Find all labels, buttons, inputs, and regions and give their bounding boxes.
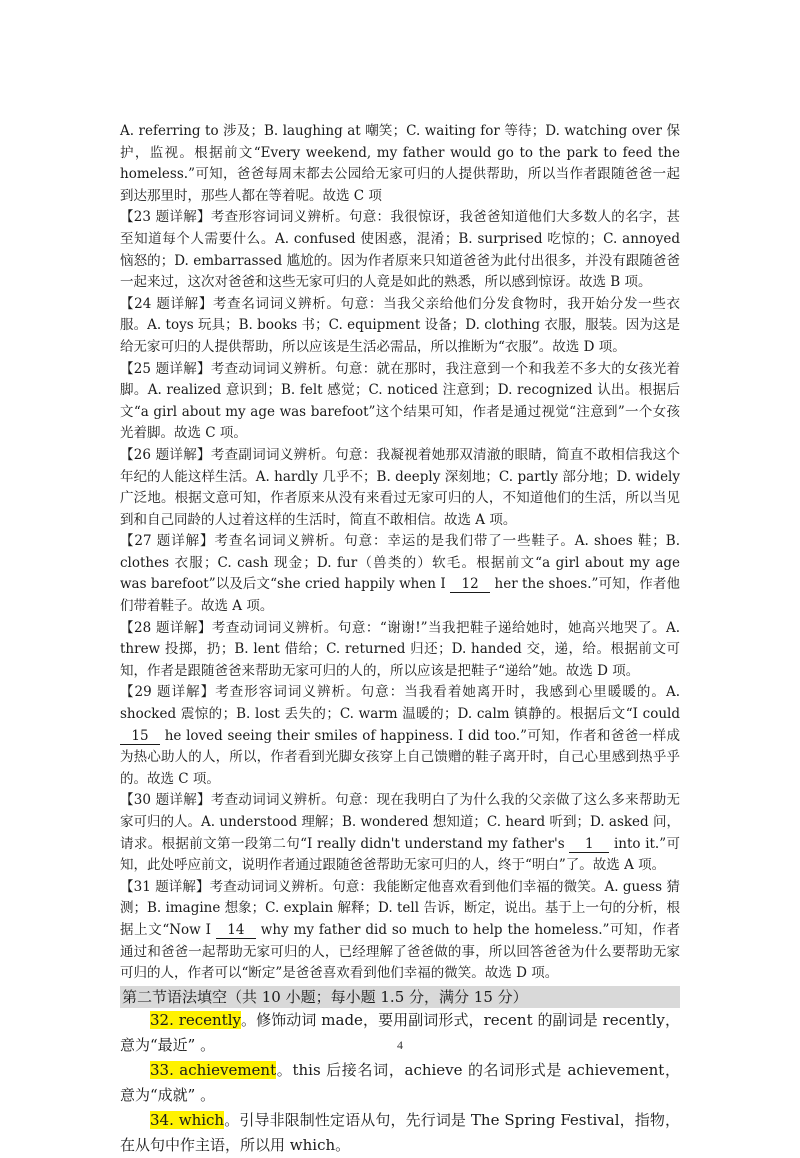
grammar-explanation: 。引导非限制性定语从句，先行词是 The Spring Festival，指物，在从句中作主语，所以用 which。 [120,1110,680,1154]
paragraph-24 [120,294,680,359]
paragraph-22 [120,121,680,207]
paragraph-27 [120,531,680,617]
answer-blank: 12 [450,576,490,593]
paragraph-31 [120,877,680,985]
grammar-item [120,1058,680,1108]
paragraph-text: he loved seeing their smiles of happiness. I did too.”可知，作者和爸爸一样成为热心助人的人，所以，作者看到光脚女孩穿上自己馈赠的鞋子离开时，自己心里感到热乎乎的。故选 C 项。 [120,727,680,787]
grammar-explanation: 。this 后接名词，achieve 的名词形式是 achievement，意为“成就” 。 [120,1060,680,1104]
answer-blank: 14 [216,922,256,939]
grammar-item [120,1108,680,1158]
paragraph-text: A. referring to 涉及；B. laughing at 嘲笑；C. waiting for 等待；D. watching over 保护，监视。根据前文“Every weekend, my father would go to the park to feed the homeless.”可知，爸爸每周末都去公园给无家可归的人提供帮助，所以当作者跟随爸爸一起到达那里时，那些人都在等着呢。故选 C 项 [120,123,680,204]
highlighted-answer: 32. recently [150,1010,241,1029]
page-number: 4 [397,1038,403,1052]
paragraph-30 [120,790,680,876]
grammar-answers [120,1008,680,1158]
section-heading: 第二节语法填空（共 10 小题；每小题 1.5 分，满分 15 分） [120,986,680,1008]
paragraph-text: 【30 题详解】考查动词词义辨析。句意：现在我明白了为什么我的父亲做了这么多来帮助无家可归的人。A. understood 理解；B. wondered 想知道；C. heard 听到；D. asked 问，请求。根据前文第一段第二句“I really didn't understand my father's [120,792,680,852]
highlighted-answer: 34. which [150,1110,225,1129]
answer-blank: 1 [569,836,609,853]
highlighted-answer: 33. achievement [150,1060,277,1079]
paragraph-text: 【25 题详解】考查动词词义辨析。句意：就在那时，我注意到一个和我差不多大的女孩光着脚。A. realized 意识到；B. felt 感觉；C. noticed 注意到；D. recognized 认出。根据后文“a girl about my age was barefoot”这个结果可知，作者是通过视觉“注意到”一个女孩光着脚。故选 C 项。 [120,360,680,442]
paragraph-text: why my father did so much to help the homeless.”可知，作者通过和爸爸一起帮助无家可归的人，已经理解了爸爸做的事，所以回答爸爸为什么要帮助无家可归的人，作者可以“断定”是爸爸喜欢看到他们幸福的微笑。故选 D 项。 [120,921,680,982]
paragraph-text: her the shoes.”可知，作者他们带着鞋子。故选 A 项。 [120,576,680,615]
paragraph-text: 【31 题详解】考查动词词义辨析。句意：我能断定他喜欢看到他们幸福的微笑。A. guess 猜测；B. imagine 想象；C. explain 解释；D. tell 告诉，断定，说出。基于上一句的分析，根据上文“Now I [120,878,680,938]
paragraph-29 [120,682,680,790]
paragraph-text: into it.”可知，此处呼应前文，说明作者通过跟随爸爸帮助无家可归的人，终于“明白”了。故选 A 项。 [120,835,680,874]
paragraph-text: 【28 题详解】考查动词词义辨析。句意：“谢谢!”当我把鞋子递给她时，她高兴地哭了。A. threw 投掷，扔；B. lent 借给；C. returned 归还；D. handed 交，递，给。根据前文可知，作者是跟随爸爸来帮助无家可归的人的，所以应该是把鞋子“递给”她。故选 D 项。 [120,619,680,679]
answer-blank: 15 [120,728,160,745]
paragraph-text: 【29 题详解】考查形容词词义辨析。句意：当我看着她离开时，我感到心里暖暖的。A. shocked 震惊的；B. lost 丢失的；C. warm 温暖的；D. calm 镇静的。根据后文“I could [120,684,680,723]
grammar-explanation: 。修饰动词 made，要用副词形式，recent 的副词是 recently，意为“最近” 。 [120,1010,680,1054]
paragraph-text: 【24 题详解】考查名词词义辨析。句意：当我父亲给他们分发食物时，我开始分发一些衣服。A. toys 玩具；B. books 书；C. equipment 设备；D. clothing 衣服，服装。因为这是给无家可归的人提供帮助，所以应该是生活必需品，所以推断为“衣服”。故选 D 项。 [120,295,680,355]
paragraph-23 [120,207,680,293]
paragraph-text: 【27 题详解】考查名词词义辨析。句意：幸运的是我们带了一些鞋子。A. shoes 鞋；B. clothes 衣服；C. cash 现金；D. fur（兽类的）软毛。根据前文“a girl about my age was barefoot”以及后文“she cried happily when I [120,533,680,593]
paragraph-25 [120,359,680,445]
paragraph-text: 【26 题详解】考查副词词义辨析。句意：我凝视着她那双清澈的眼睛，简直不敢相信我这个年纪的人能这样生活。A. hardly 几乎不；B. deeply 深刻地；C. partly 部分地；D. widely 广泛地。根据文意可知，作者原来从没有来看过无家可归的人，不知道他们的生活，所以当见到和自己同龄的人过着这样的生活时，简直不敢相信。故选 A 项。 [120,446,680,528]
document-body [120,121,680,1158]
paragraph-text: 【23 题详解】考查形容词词义辨析。句意：我很惊讶，我爸爸知道他们大多数人的名字，甚至知道每个人需要什么。A. confused 使困惑，混淆；B. surprised 吃惊的；C. annoyed 恼怒的；D. embarrassed 尴尬的。因为作者原来只知道爸爸为此付出很多，并没有跟随爸爸一起来过，这次对爸爸和这些无家可归的人竟是如此的熟悉，所以感到惊讶。故选 B 项。 [120,209,680,291]
paragraph-28 [120,618,680,683]
paragraph-26 [120,445,680,531]
